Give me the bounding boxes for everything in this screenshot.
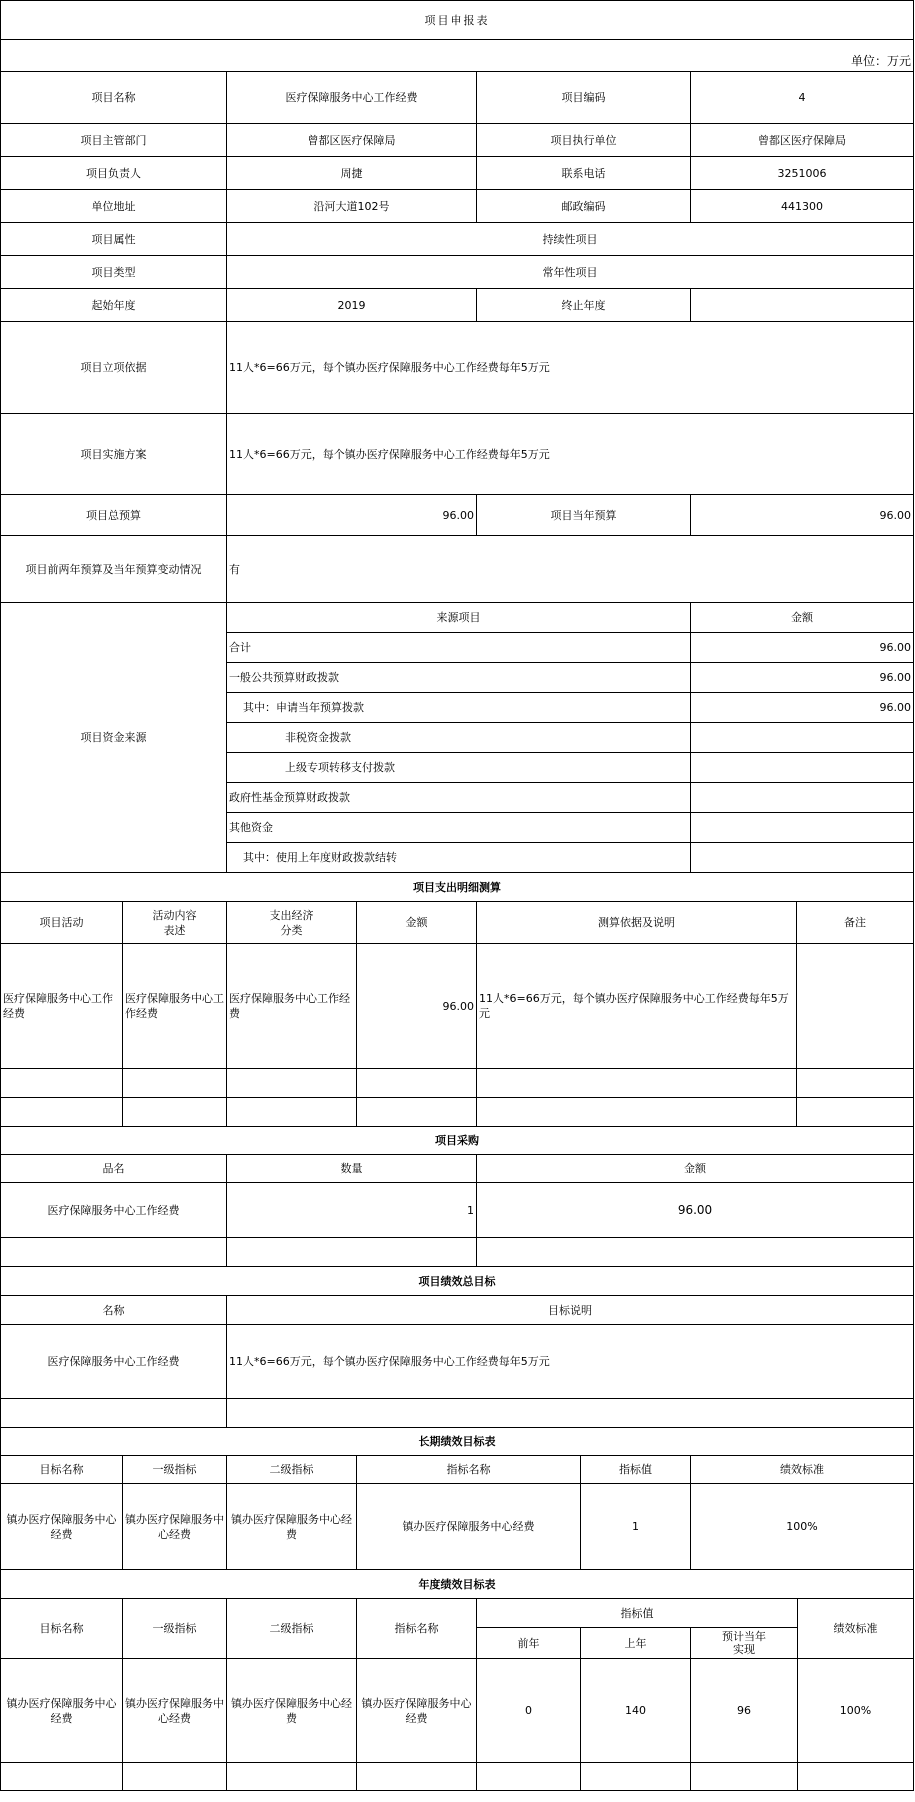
expense-header: 活动内容 表述: [123, 902, 227, 944]
longterm-header: 指标值: [581, 1456, 691, 1484]
code-value: 4: [691, 72, 914, 124]
fund-row-amount: [691, 723, 914, 753]
fund-row-name: 非税资金拨款: [227, 723, 691, 753]
attr-label: 项目属性: [1, 223, 227, 256]
plan-label: 项目实施方案: [1, 414, 227, 495]
plan-value: 11人*6=66万元，每个镇办医疗保障服务中心工作经费每年5万元: [227, 414, 914, 495]
annual-cell: 100%: [798, 1659, 914, 1763]
name-value: 医疗保障服务中心工作经费: [227, 72, 477, 124]
expense-title: 项目支出明细测算: [1, 873, 914, 902]
longterm-cell: 镇办医疗保障服务中心经费: [1, 1484, 123, 1570]
expense-cell: 医疗保障服务中心工作经费: [123, 944, 227, 1069]
purchase-amount: 96.00: [477, 1183, 914, 1238]
fund-row-name: 上级专项转移支付拨款: [227, 753, 691, 783]
longterm-cell: 1: [581, 1484, 691, 1570]
funds-label: 项目资金来源: [1, 603, 227, 873]
dept-label: 项目主管部门: [1, 124, 227, 157]
addr-value: 沿河大道102号: [227, 190, 477, 223]
exec-label: 项目执行单位: [477, 124, 691, 157]
phone-label: 联系电话: [477, 157, 691, 190]
goal-table: [0, 1266, 914, 1428]
leader-label: 项目负责人: [1, 157, 227, 190]
change-value: 有: [227, 536, 914, 603]
annual-cell: 140: [581, 1659, 691, 1763]
name-label: 项目名称: [1, 72, 227, 124]
zip-label: 邮政编码: [477, 190, 691, 223]
purchase-table: [0, 1126, 914, 1267]
annual-cell: 镇办医疗保障服务中心经费: [123, 1659, 227, 1763]
purchase-item: 医疗保障服务中心工作经费: [1, 1183, 227, 1238]
end-value: [691, 289, 914, 322]
annual-subheader: 前年: [477, 1628, 581, 1659]
longterm-cell: 镇办医疗保障服务中心经费: [357, 1484, 581, 1570]
expense-cell: 医疗保障服务中心工作经费: [227, 944, 357, 1069]
fund-row-amount: [691, 843, 914, 873]
basis-value: 11人*6=66万元，每个镇办医疗保障服务中心工作经费每年5万元: [227, 322, 914, 414]
purchase-header: 品名: [1, 1155, 227, 1183]
longterm-title: 长期绩效目标表: [1, 1428, 914, 1456]
attr-value: 持续性项目: [227, 223, 914, 256]
end-label: 终止年度: [477, 289, 691, 322]
fund-row-name: 其他资金: [227, 813, 691, 843]
longterm-table: [0, 1427, 914, 1570]
addr-label: 单位地址: [1, 190, 227, 223]
exec-value: 曾都区医疗保障局: [691, 124, 914, 157]
purchase-title: 项目采购: [1, 1127, 914, 1155]
fund-row-name: 合计: [227, 633, 691, 663]
annual-cell: 镇办医疗保障服务中心经费: [227, 1659, 357, 1763]
expense-cell: 11人*6=66万元，每个镇办医疗保障服务中心工作经费每年5万元: [477, 944, 797, 1069]
longterm-cell: 镇办医疗保障服务中心经费: [227, 1484, 357, 1570]
leader-value: 周捷: [227, 157, 477, 190]
goal-name: 医疗保障服务中心工作经费: [1, 1325, 227, 1399]
expense-header: 测算依据及说明: [477, 902, 797, 944]
goal-header: 名称: [1, 1296, 227, 1325]
start-label: 起始年度: [1, 289, 227, 322]
basis-label: 项目立项依据: [1, 322, 227, 414]
goal-description: 11人*6=66万元，每个镇办医疗保障服务中心工作经费每年5万元: [227, 1325, 914, 1399]
zip-value: 441300: [691, 190, 914, 223]
annual-header: 绩效标准: [798, 1599, 914, 1659]
fund-row-amount: [691, 813, 914, 843]
fund-row-amount: [691, 783, 914, 813]
purchase-header: 金额: [477, 1155, 914, 1183]
purchase-qty: 1: [227, 1183, 477, 1238]
expense-header: 支出经济 分类: [227, 902, 357, 944]
fund-row-amount: [691, 753, 914, 783]
funds-col-source: 来源项目: [227, 603, 691, 633]
fund-row-name: 其中：申请当年预算拨款: [227, 693, 691, 723]
longterm-header: 目标名称: [1, 1456, 123, 1484]
fund-row-name: 政府性基金预算财政拨款: [227, 783, 691, 813]
annual-subheader: 预计当年 实现: [691, 1628, 798, 1659]
annual-title: 年度绩效目标表: [1, 1570, 914, 1599]
declaration-table: [0, 0, 914, 873]
start-value: 2019: [227, 289, 477, 322]
expense-header: 备注: [797, 902, 914, 944]
fund-row-amount: 96.00: [691, 633, 914, 663]
total-value: 96.00: [227, 495, 477, 536]
goal-header: 目标说明: [227, 1296, 914, 1325]
longterm-header: 一级指标: [123, 1456, 227, 1484]
purchase-header: 数量: [227, 1155, 477, 1183]
dept-value: 曾都区医疗保障局: [227, 124, 477, 157]
fund-row-name: 一般公共预算财政拨款: [227, 663, 691, 693]
annual-header: 二级指标: [227, 1599, 357, 1659]
funds-col-amount: 金额: [691, 603, 914, 633]
phone-value: 3251006: [691, 157, 914, 190]
expense-cell: 医疗保障服务中心工作经费: [1, 944, 123, 1069]
fund-row-amount: 96.00: [691, 663, 914, 693]
expense-cell: [797, 944, 914, 1069]
expense-header: 金额: [357, 902, 477, 944]
annual-cell: 镇办医疗保障服务中心经费: [357, 1659, 477, 1763]
expense-table: [0, 872, 914, 1127]
expense-cell: 96.00: [357, 944, 477, 1069]
longterm-header: 指标名称: [357, 1456, 581, 1484]
fund-row-amount: 96.00: [691, 693, 914, 723]
longterm-cell: 镇办医疗保障服务中心经费: [123, 1484, 227, 1570]
goal-title: 项目绩效总目标: [1, 1267, 914, 1296]
expense-header: 项目活动: [1, 902, 123, 944]
longterm-header: 二级指标: [227, 1456, 357, 1484]
type-value: 常年性项目: [227, 256, 914, 289]
annual-cell: 0: [477, 1659, 581, 1763]
annual-cell: 镇办医疗保障服务中心经费: [1, 1659, 123, 1763]
annual-table: [0, 1569, 914, 1791]
annual-header: 目标名称: [1, 1599, 123, 1659]
annual-header: 指标名称: [357, 1599, 477, 1659]
code-label: 项目编码: [477, 72, 691, 124]
page-title: 项目申报表: [1, 1, 914, 40]
annual-header: 一级指标: [123, 1599, 227, 1659]
total-label: 项目总预算: [1, 495, 227, 536]
change-label: 项目前两年预算及当年预算变动情况: [1, 536, 227, 603]
longterm-cell: 100%: [691, 1484, 914, 1570]
type-label: 项目类型: [1, 256, 227, 289]
fund-row-name: 其中：使用上年度财政拨款结转: [227, 843, 691, 873]
longterm-header: 绩效标准: [691, 1456, 914, 1484]
unit-label: 单位：万元: [1, 40, 914, 72]
year-budget-value: 96.00: [691, 495, 914, 536]
annual-subheader: 上年: [581, 1628, 691, 1659]
annual-header: 指标值: [477, 1599, 798, 1628]
year-budget-label: 项目当年预算: [477, 495, 691, 536]
annual-cell: 96: [691, 1659, 798, 1763]
